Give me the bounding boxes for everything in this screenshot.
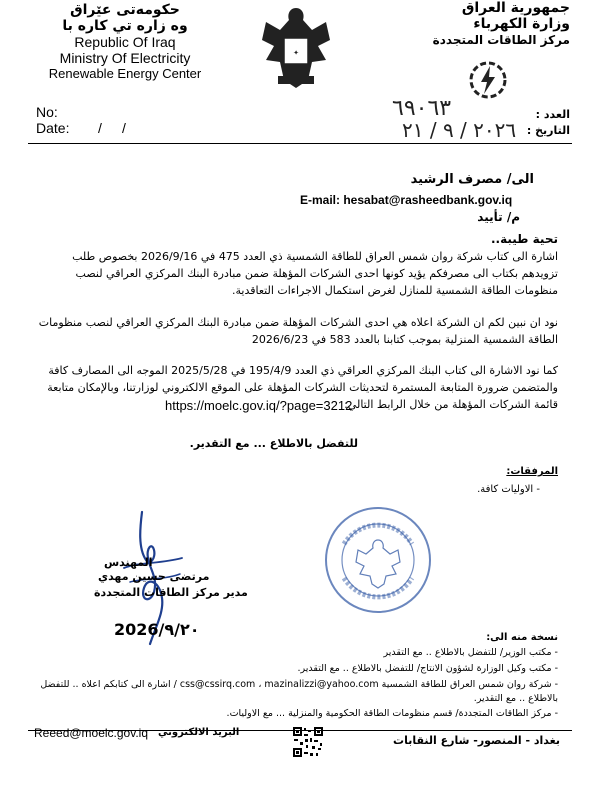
- header-republic: Republic Of Iraq: [74, 34, 176, 50]
- paragraph-2: نود ان نبين لكم ان الشركة اعلاه هي احدى الشركات المؤهلة ضمن مبادرة البنك المركزي العراقي لنصب منظومات الطاقة الشمسية المنزلية بموجب كتابنا بالعدد 583 في 2026/6/23: [38, 316, 558, 346]
- header-ministry: Ministry Of Electricity: [59, 50, 191, 66]
- copy-recipient: - مركز الطاقات المتجددة/ قسم منظومات الطاقة الحكومية والمنزلية ... مع الاوليات.: [226, 708, 558, 719]
- svg-text:✦: ✦: [293, 49, 299, 57]
- header-divider: [28, 143, 572, 144]
- signatory-title: المهندس: [104, 556, 153, 569]
- footer-address: بغداد - المنصور- شارع النقابات: [393, 734, 560, 747]
- copy-recipient: - شركة روان شمس العراق للطاقة الشمسية css@cssirq.com ، mazinalizzi@yahoo.com / اشارة الى كتابكم اعلاه .. للتفضل بالاطلاع .. مع التقدير.: [40, 679, 558, 704]
- copy-recipient: - مكتب الوزير/ للتفضل بالاطلاع .. مع التقدير: [383, 647, 558, 658]
- copies-title: نسخة منه الى:: [486, 632, 558, 643]
- attachment-item: - الاوليات كافة.: [477, 484, 540, 495]
- greeting: تحية طيبة..: [490, 232, 558, 246]
- header-english-block: [30, 2, 220, 82]
- iraq-emblem-icon: [256, 0, 336, 92]
- date-slash: /: [98, 120, 102, 136]
- paragraph-1: اشارة الى كتاب شركة روان شمس العراق للطاقة الشمسية ذي العدد 475 في 2026/9/16 بخصوص طلب تزويدهم بكتاب الى مصرفكم يؤيد كونها احدى الشركات المؤهلة ضمن مبادرة البنك المركزي العراقي لنصب منظومات الطاقة الشمسية للمنازل لغرض استكمال الاجراءات التعاقدية.: [72, 250, 558, 297]
- footer-email[interactable]: Reeed@moelc.gov.iq: [34, 726, 149, 740]
- signatory-name: مرتضى حسين مهدي: [98, 570, 210, 583]
- date-value: ٢٠٢٦ / ٩ / ٢١: [402, 118, 517, 142]
- header-kurdish-line-1: حكومەتی عێراق: [70, 2, 180, 18]
- eligible-companies-link[interactable]: https://moelc.gov.iq/?page=3212: [165, 398, 353, 413]
- recipient-email: E-mail: hesabat@rasheedbank.gov.iq: [300, 193, 513, 207]
- header-center: Renewable Energy Center: [48, 66, 202, 81]
- paragraph-3: كما نود الاشارة الى كتاب البنك المركزي العراقي ذي العدد 195/4/9 في 2025/5/28 الموجه الى المصارف كافة والمتضمن ضرورة المتابعة المستمرة لتحديثات الشركات المؤهلة على الموقع الالكتروني لوزارتنا، وبالإمكان متابعة قائمة الشركات المؤهلة من خلال الرابط التالي:: [47, 364, 558, 411]
- signatory-position: مدير مركز الطاقات المتجددة: [94, 586, 248, 599]
- header-ar-republic: جمهورية العراق: [461, 0, 570, 16]
- date-label-en: Date:: [36, 120, 70, 136]
- renewable-energy-logo-icon: [468, 60, 508, 100]
- official-stamp-icon: [322, 504, 434, 616]
- recipient: الى/ مصرف الرشيد: [410, 172, 534, 187]
- header-ar-ministry: وزارة الكهرباء: [473, 16, 570, 32]
- header-kurdish-line-2: وه زاره تي كاره با: [62, 18, 188, 34]
- attachments-title: المرفقات:: [506, 466, 558, 477]
- date-slash: /: [122, 120, 126, 136]
- date-label-ar: التاريخ :: [526, 124, 570, 137]
- closing-line: للتفضل بالاطلاع ... مع التقدير.: [189, 437, 358, 450]
- header-arabic-block: [370, 0, 570, 48]
- header-ar-center: مركز الطاقات المتجددة: [432, 33, 570, 47]
- number-value: ٦٩٠٦٣: [392, 96, 452, 121]
- copy-recipient: - مكتب وكيل الوزارة لشؤون الانتاج/ للتفضل بالاطلاع .. مع التقدير.: [297, 663, 558, 674]
- number-label-en: No:: [36, 104, 58, 120]
- subject: م/ تأييد: [477, 210, 520, 224]
- signature-date: 2026/٩/٢٠: [114, 620, 200, 639]
- number-label-ar: العدد :: [535, 108, 570, 121]
- footer-email-label: البريد الالكتروني: [158, 727, 240, 738]
